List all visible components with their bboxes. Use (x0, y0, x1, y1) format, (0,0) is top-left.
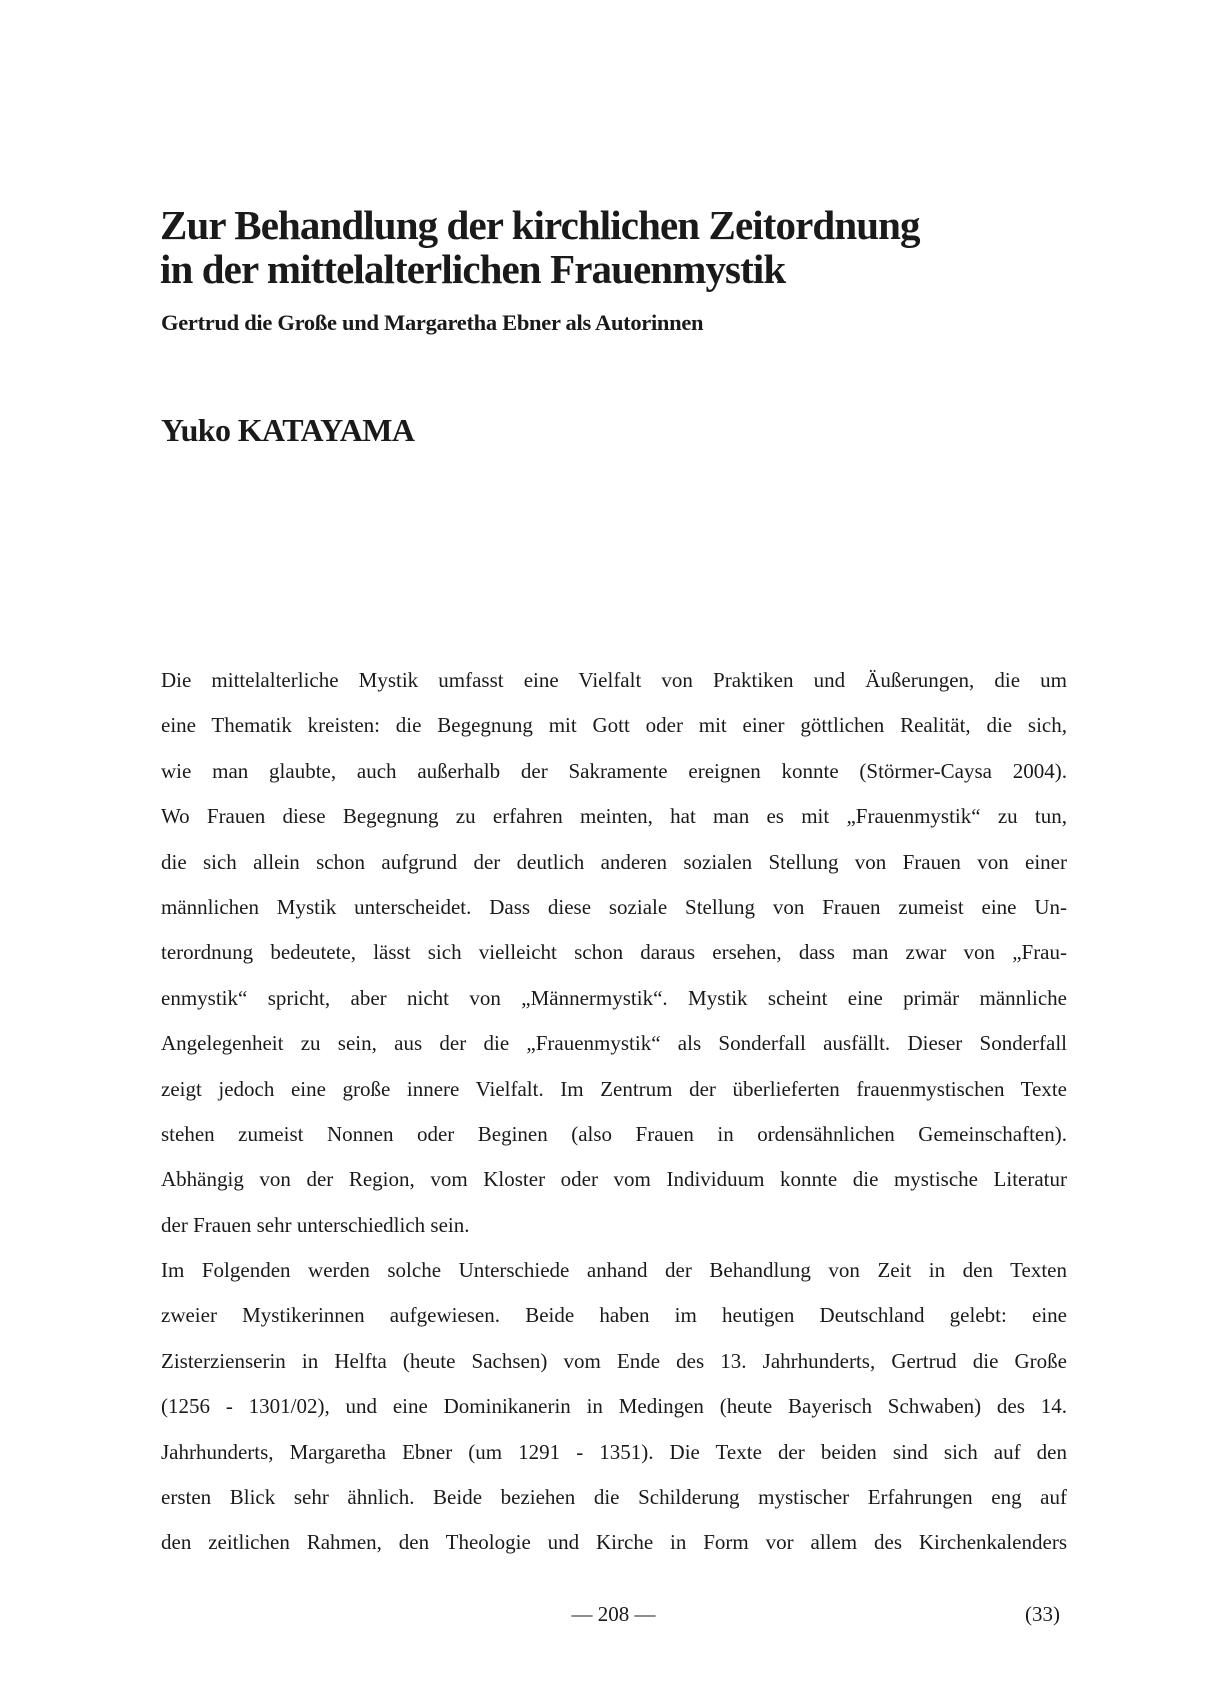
body-line: eine Thematik kreisten: die Begegnung mit Gott oder mit einer göttlichen Realität, die sich, (161, 713, 1067, 738)
body-line: (1256 - 1301/02), und eine Dominikanerin in Medingen (heute Bayerisch Schwaben) des 14. (161, 1394, 1067, 1419)
article-title (160, 203, 920, 291)
body-line: wie man glaubte, auch außerhalb der Sakramente ereignen konnte (Störmer-Caysa 2004). (161, 758, 1067, 783)
body-line: Wo Frauen diese Begegnung zu erfahren meinten, hat man es mit „Frauenmystik“ zu tun, (161, 804, 1067, 829)
body-line: Zisterzienserin in Helfta (heute Sachsen) vom Ende des 13. Jahrhunderts, Gertrud die Große (161, 1348, 1067, 1373)
body-line: Im Folgenden werden solche Unterschiede anhand der Behandlung von Zeit in den Texten (161, 1258, 1067, 1283)
body-line: männlichen Mystik unterscheidet. Dass diese soziale Stellung von Frauen zumeist eine Un- (161, 894, 1067, 919)
body-line: enmystik“ spricht, aber nicht von „Männermystik“. Mystik scheint eine primär männliche (161, 985, 1067, 1010)
body-line: die sich allein schon aufgrund der deutlich anderen sozialen Stellung von Frauen von einer (161, 849, 1067, 874)
body-line: Abhängig von der Region, vom Kloster oder vom Individuum konnte die mystische Literatur (161, 1167, 1067, 1192)
body-line: terordnung bedeutete, lässt sich vielleicht schon daraus ersehen, dass man zwar von „Frau- (161, 940, 1067, 965)
article-subtitle: Gertrud die Große und Margaretha Ebner als Autorinnen (161, 310, 704, 335)
secondary-page-number: (33) (1025, 1602, 1060, 1626)
body-line: Angelegenheit zu sein, aus der die „Frauenmystik“ als Sonderfall ausfällt. Dieser Sonderfall (161, 1031, 1067, 1056)
body-line: Die mittelalterliche Mystik umfasst eine Vielfalt von Praktiken und Äußerungen, die um (161, 668, 1067, 692)
author-name: Yuko KATAYAMA (161, 412, 415, 448)
body-line: zweier Mystikerinnen aufgewiesen. Beide haben im heutigen Deutschland gelebt: eine (161, 1303, 1067, 1328)
body-line: der Frauen sehr unterschiedlich sein. (161, 1212, 470, 1237)
body-line: zeigt jedoch eine große innere Vielfalt. Im Zentrum der überlieferten frauenmystischen Texte (161, 1076, 1067, 1101)
page-number: — 208 — (571, 1602, 656, 1626)
body-line: Jahrhunderts, Margaretha Ebner (um 1291 - 1351). Die Texte der beiden sind sich auf den (161, 1439, 1067, 1464)
body-line: stehen zumeist Nonnen oder Beginen (also Frauen in ordensähnlichen Gemeinschaften). (161, 1121, 1067, 1146)
body-text (161, 658, 1067, 1566)
title-line-2: in der mittelalterlichen Frauenmystik (160, 246, 786, 292)
title-line-1: Zur Behandlung der kirchlichen Zeitordnung (160, 202, 920, 248)
body-line: den zeitlichen Rahmen, den Theologie und Kirche in Form vor allem des Kirchenkalenders (161, 1530, 1067, 1555)
body-line: ersten Blick sehr ähnlich. Beide beziehen die Schilderung mystischer Erfahrungen eng auf (161, 1485, 1067, 1510)
